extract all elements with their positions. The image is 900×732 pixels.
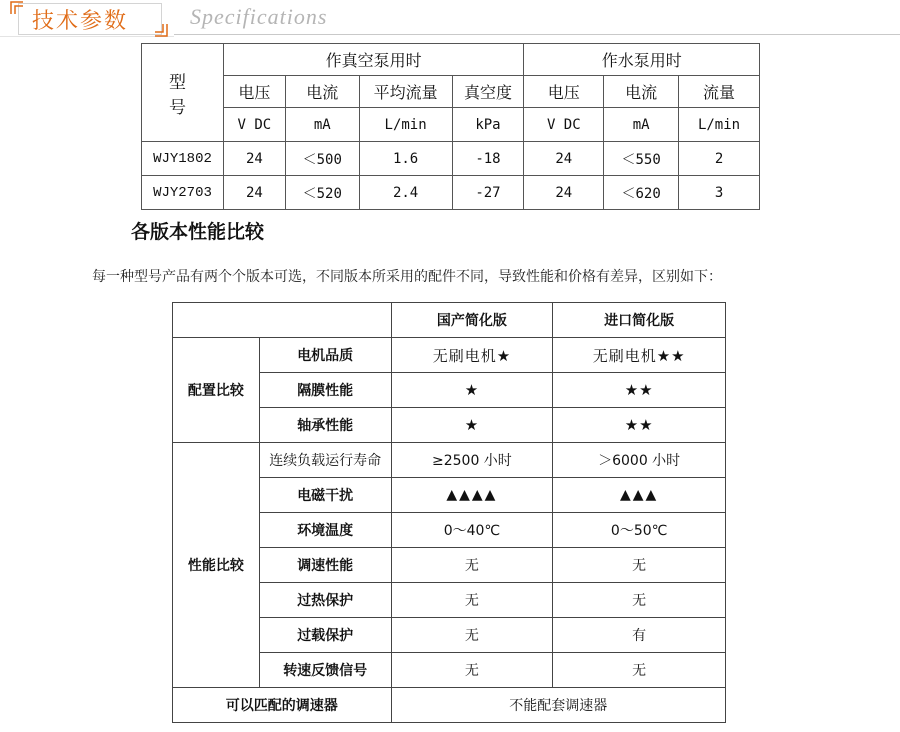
unit-cell: V DC: [524, 108, 604, 142]
imported-value: ★★: [553, 373, 726, 408]
domestic-value: 无: [391, 583, 553, 618]
table-row: [142, 176, 760, 210]
section-title: 技术参数: [32, 9, 129, 34]
imported-value: 有: [553, 618, 726, 653]
water-group-header: 作水泵用时: [524, 44, 760, 76]
item-label: 环境温度: [259, 513, 391, 548]
domestic-value: ▲▲▲▲: [391, 478, 553, 513]
comparison-heading: 各版本性能比较: [131, 221, 265, 243]
unit-cell: kPa: [452, 108, 524, 142]
table-row: [142, 44, 760, 76]
column-header: 平均流量: [359, 76, 452, 108]
table-cell: 24: [223, 142, 285, 176]
domestic-value: 无刷电机★: [391, 338, 553, 373]
table-row: [142, 76, 760, 108]
domestic-value: 0～40℃: [391, 513, 553, 548]
table-cell: 1.6: [359, 142, 452, 176]
table-header-row: [173, 303, 726, 338]
item-label: 隔膜性能: [259, 373, 391, 408]
section-header: [0, 0, 900, 40]
table-row: [173, 338, 726, 373]
version-comparison-table: [172, 302, 726, 723]
unit-cell: V DC: [223, 108, 285, 142]
group-label-config: 配置比较: [173, 338, 260, 443]
unit-cell: L/min: [679, 108, 760, 142]
model-cell: WJY2703: [142, 176, 224, 210]
imported-value: 无: [553, 583, 726, 618]
imported-value: 0～50℃: [553, 513, 726, 548]
unit-cell: mA: [604, 108, 679, 142]
table-row: [173, 688, 726, 723]
table-cell: ＜520: [285, 176, 359, 210]
table-row: [142, 142, 760, 176]
item-label: 电机品质: [259, 338, 391, 373]
imported-value: ★★: [553, 408, 726, 443]
imported-value: ＞6000 小时: [553, 443, 726, 478]
domestic-value: ≥2500 小时: [391, 443, 553, 478]
table-cell: -27: [452, 176, 524, 210]
table-cell: 2.4: [359, 176, 452, 210]
domestic-value: ★: [391, 373, 553, 408]
table-cell: 3: [679, 176, 760, 210]
table-cell: ＜620: [604, 176, 679, 210]
model-header: 型 号: [142, 44, 224, 142]
item-label: 电磁干扰: [259, 478, 391, 513]
governor-label: 可以匹配的调速器: [173, 688, 392, 723]
item-label: 连续负载运行寿命: [259, 443, 391, 478]
corner-ornament-icon: [154, 23, 168, 37]
imported-value: 无刷电机★★: [553, 338, 726, 373]
table-cell: -18: [452, 142, 524, 176]
item-label: 调速性能: [259, 548, 391, 583]
model-cell: WJY1802: [142, 142, 224, 176]
unit-cell: mA: [285, 108, 359, 142]
vacuum-group-header: 作真空泵用时: [223, 44, 523, 76]
spec-table: [141, 43, 760, 210]
column-header: 电压: [524, 76, 604, 108]
table-cell: 2: [679, 142, 760, 176]
table-row: [142, 108, 760, 142]
item-label: 过热保护: [259, 583, 391, 618]
empty-header-cell: [173, 303, 392, 338]
domestic-value: 无: [391, 548, 553, 583]
imported-version-header: 进口简化版: [553, 303, 726, 338]
column-header: 电流: [285, 76, 359, 108]
imported-value: 无: [553, 653, 726, 688]
header-divider-left: [0, 36, 174, 37]
domestic-value: ★: [391, 408, 553, 443]
comparison-intro-text: 每一种型号产品有两个个版本可选，不同版本所采用的配件不同，导致性能和价格有差异，区别如下：: [92, 269, 722, 285]
domestic-version-header: 国产简化版: [391, 303, 553, 338]
column-header: 流量: [679, 76, 760, 108]
domestic-value: 无: [391, 618, 553, 653]
corner-ornament-icon: [10, 1, 24, 15]
table-row: [173, 443, 726, 478]
column-header: 电压: [223, 76, 285, 108]
column-header: 真空度: [452, 76, 524, 108]
imported-value: ▲▲▲: [553, 478, 726, 513]
domestic-value: 无: [391, 653, 553, 688]
item-label: 过载保护: [259, 618, 391, 653]
table-cell: 24: [223, 176, 285, 210]
unit-cell: L/min: [359, 108, 452, 142]
column-header: 电流: [604, 76, 679, 108]
table-cell: 24: [524, 176, 604, 210]
item-label: 转速反馈信号: [259, 653, 391, 688]
group-label-performance: 性能比较: [173, 443, 260, 688]
table-cell: ＜550: [604, 142, 679, 176]
table-cell: ＜500: [285, 142, 359, 176]
section-subtitle: Specifications: [190, 4, 328, 29]
governor-value: 不能配套调速器: [391, 688, 725, 723]
header-divider: [174, 34, 900, 35]
table-cell: 24: [524, 142, 604, 176]
item-label: 轴承性能: [259, 408, 391, 443]
imported-value: 无: [553, 548, 726, 583]
